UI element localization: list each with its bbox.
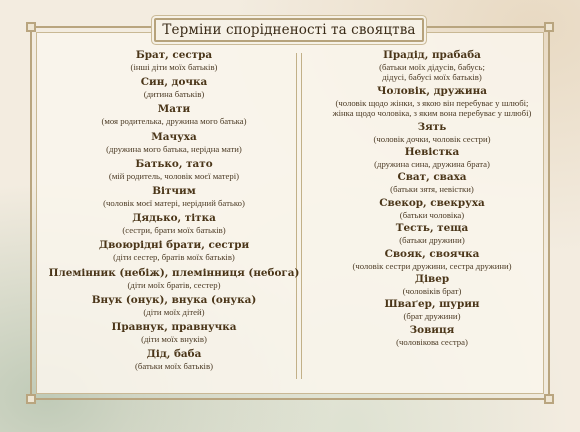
term-name: Двоюрідні брати, сестри <box>98 239 250 252</box>
term-description: (чоловікова сестра) <box>396 336 468 347</box>
term-entry <box>112 321 237 348</box>
term-name: Свояк, своячка <box>384 247 480 260</box>
term-entry <box>106 131 242 158</box>
term-description: (діти моїх дітей) <box>143 306 205 317</box>
term-description: (чоловік сестри дружини, сестра дружини) <box>352 260 512 271</box>
term-description: (діти сестер, братів моїх батьків) <box>113 252 235 263</box>
term-entry <box>135 348 213 375</box>
term-description: (батьки моїх дідусів, бабусь; <box>379 62 485 72</box>
term-name: Правнук, правнучка <box>111 320 237 333</box>
term-entry <box>403 273 462 296</box>
term-name: Мати <box>157 103 191 116</box>
term-name: Батько, тато <box>135 157 213 170</box>
term-description: (батьки зятя, невістки) <box>390 184 474 195</box>
term-name: Зовиця <box>409 323 455 336</box>
frame-corner-ornament <box>544 22 554 32</box>
term-entry <box>352 248 511 271</box>
term-name: Дівер <box>414 273 450 286</box>
title-plate <box>154 18 424 42</box>
term-description: (інші діти моїх батьків) <box>130 62 218 72</box>
term-description: (сестри, брати моїх батьків) <box>122 225 226 236</box>
term-name: Прадід, прабаба <box>383 49 481 61</box>
term-description: (чоловік щодо жінки, з якою він перебуває у шлюбі; <box>335 97 529 108</box>
term-entry <box>141 76 208 103</box>
frame-corner-ornament <box>26 22 36 32</box>
column-divider <box>296 53 302 379</box>
term-entry <box>99 239 249 266</box>
term-name: Шваґер, шурин <box>384 298 480 311</box>
frame-corner-ornament <box>26 394 36 404</box>
term-description: (діти моїх внуків) <box>141 333 207 344</box>
term-entry <box>379 197 485 220</box>
term-description: дідусі, бабусі моїх батьків) <box>382 72 482 83</box>
term-entry <box>373 121 490 144</box>
term-description: (мій родитель, чоловік моєї матері) <box>108 170 240 181</box>
term-description: (дружина сина, дружина брата) <box>374 159 490 170</box>
term-entry <box>390 171 474 194</box>
term-entry <box>396 324 468 347</box>
term-description: (батьки дружини) <box>399 235 465 246</box>
left-column <box>48 49 300 375</box>
term-name: Внук (онук), внука (онука) <box>91 293 257 306</box>
term-name: Тесть, теща <box>395 222 469 235</box>
term-description: (чоловік моєї матері, нерідний батько) <box>103 197 245 208</box>
term-description: (діти моїх братів, сестер) <box>127 279 221 290</box>
term-entry <box>92 294 257 321</box>
term-description: жінка щодо чоловіка, з яким вона перебуває у шлюбі) <box>332 108 532 119</box>
term-entry <box>109 158 239 185</box>
term-description: (чоловіків брат) <box>402 286 462 297</box>
term-name: Зять <box>417 120 447 133</box>
term-description: (батьки чоловіка) <box>399 209 465 220</box>
term-entry <box>396 222 468 245</box>
term-entry <box>333 85 532 119</box>
term-name: Чоловік, дружина <box>377 84 487 97</box>
term-description: (чоловік дочки, чоловік сестри) <box>373 133 491 144</box>
right-column <box>314 49 550 349</box>
term-name: Племінник (небіж), племінниця (небога) <box>48 266 300 279</box>
term-description: (дружина мого батька, нерідна мати) <box>106 143 242 154</box>
term-entry <box>131 49 218 76</box>
term-name: Брат, сестра <box>135 49 213 61</box>
term-name: Невістка <box>404 146 460 159</box>
term-entry <box>379 49 485 83</box>
term-entry <box>103 185 245 212</box>
term-entry <box>374 146 490 169</box>
term-description: (моя родителька, дружина мого батька) <box>101 116 247 127</box>
term-name: Мачуха <box>151 130 197 143</box>
page-title: Терміни спорідненості та свояцтва <box>162 22 416 38</box>
term-description: (брат дружини) <box>403 311 461 322</box>
term-name: Вітчим <box>152 184 196 197</box>
term-name: Сват, сваха <box>397 171 467 184</box>
term-name: Дід, баба <box>146 348 202 361</box>
term-entry <box>49 267 300 294</box>
term-name: Свекор, свекруха <box>379 196 485 209</box>
term-name: Син, дочка <box>140 76 208 89</box>
term-description: (батьки моїх батьків) <box>135 361 213 372</box>
term-entry <box>122 212 225 239</box>
term-name: Дядько, тітка <box>132 212 216 225</box>
term-entry <box>101 103 246 130</box>
term-entry <box>384 298 479 321</box>
frame-corner-ornament <box>544 394 554 404</box>
term-description: (дитина батьків) <box>143 89 205 100</box>
